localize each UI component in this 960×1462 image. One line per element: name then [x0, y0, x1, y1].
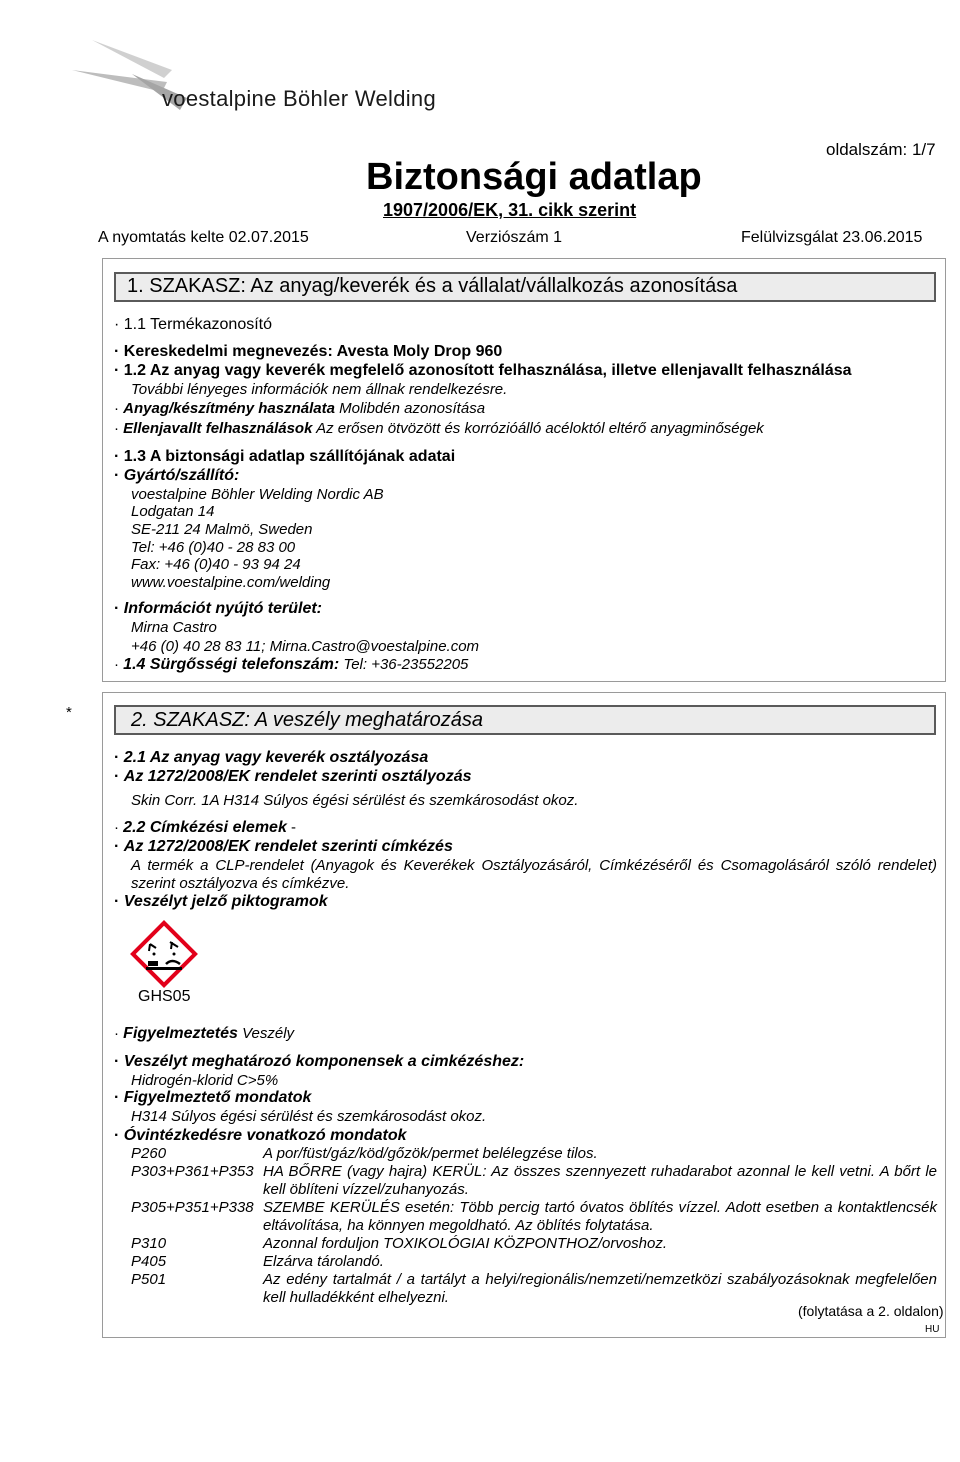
precautionary-row — [131, 1163, 937, 1199]
precautionary-row — [131, 1253, 937, 1271]
precautionary-text: Elzárva tárolandó. — [263, 1253, 384, 1270]
classification-line: Skin Corr. 1A H314 Súlyos égési sérülést és szemkárosodást okoz. — [131, 792, 579, 809]
contact-details[interactable]: +46 (0) 40 28 83 11; Mirna.Castro@voestalpine.com — [131, 638, 480, 655]
section-2-title: 2. SZAKASZ: A veszély meghatározása — [131, 709, 484, 731]
precautionary-row — [131, 1199, 937, 1235]
pictogram-heading: · Veszélyt jelző piktogramok — [114, 893, 328, 910]
contraindicated-uses: · Ellenjavallt felhasználások Az erősen ötvözött és korrózióálló acéloktól eltérő anyagminőségek — [114, 420, 764, 437]
signal-word: · Figyelmeztetés Veszély — [114, 1025, 295, 1042]
page-number: oldalszám: 1/7 — [826, 140, 936, 159]
components-heading: · Veszélyt meghatározó komponensek a cimkézéshez: — [114, 1053, 525, 1070]
brand-name: voestalpine Böhler Welding — [162, 86, 437, 111]
contact-name: Mirna Castro — [131, 619, 217, 636]
address-line: Lodgatan 14 — [131, 503, 215, 520]
version-number: Verziószám 1 — [466, 229, 563, 246]
precautionary-code: P310 — [131, 1235, 167, 1252]
precautionary-table — [131, 1145, 937, 1307]
product-identifier-heading: · 1.1 Termékazonosító — [114, 316, 273, 333]
language-code: HU — [925, 1324, 940, 1335]
precautionary-code: P501 — [131, 1271, 167, 1288]
hazard-statements-heading: · Figyelmeztető mondatok — [114, 1089, 312, 1106]
change-marker: * — [66, 704, 72, 721]
uses-heading: · 1.2 Az anyag vagy keverék megfelelő azonosított felhasználása, illetve ellenjavallt felhasználása — [114, 362, 852, 379]
info-contact-label: · Információt nyújtó terület: — [114, 600, 323, 617]
precautionary-text: SZEMBE KERÜLÉS esetén: Több percig tartó óvatos öblítés vízzel. Adott esetben a kontaktlencsék eltávolítása, ha könnyen megoldható. Az öblítés folytatása. — [263, 1199, 937, 1234]
components-value: Hidrogén-klorid C>5% — [131, 1072, 279, 1089]
precautionary-row — [131, 1145, 937, 1163]
substance-use: · Anyag/készítmény használata Molibdén azonosítása — [114, 400, 486, 417]
pictogram-code: GHS05 — [138, 988, 191, 1005]
labelling-heading: · Az 1272/2008/EK rendelet szerinti címkézés — [114, 838, 453, 855]
clp-text: A termék a CLP-rendelet (Anyagok és Keverékek Osztályozásáról, Címkézéséről és Csomagolásáról szóló rendelet) szerint osztályozva és címkézve. — [131, 857, 937, 892]
precautionary-code: P405 — [131, 1253, 167, 1270]
precautionary-row — [131, 1235, 937, 1253]
precautionary-text: A por/füst/gáz/köd/gőzök/permet belélegzése tilos. — [263, 1145, 598, 1162]
precautionary-code: P305+P351+P338 — [131, 1199, 254, 1216]
document-subtitle: 1907/2006/EK, 31. cikk szerint — [383, 200, 637, 220]
classification-heading: · 2.1 Az anyag vagy keverék osztályozása — [114, 749, 429, 766]
emergency-phone: · 1.4 Sürgősségi telefonszám: Tel: +36-23552205 — [114, 656, 469, 673]
label-elements-heading: · 2.2 Címkézési elemek - — [114, 819, 297, 836]
address-line: Tel: +46 (0)40 - 28 83 00 — [131, 539, 296, 556]
precautionary-code: P303+P361+P353 — [131, 1163, 254, 1180]
address-line: Fax: +46 (0)40 - 93 94 24 — [131, 556, 301, 573]
supplier-heading: · 1.3 A biztonsági adatlap szállítójának adatai — [114, 448, 456, 465]
ghs05-corrosion-icon — [128, 918, 200, 990]
revision-date: Felülvizsgálat 23.06.2015 — [741, 229, 923, 246]
precautionary-text: Az edény tartalmát / a tartályt a helyi/regionális/nemzeti/nemzetközi szabályozásoknak megfelelően kell hulladékként elhelyezni. — [263, 1271, 937, 1306]
website-link[interactable]: www.voestalpine.com/welding — [131, 574, 331, 591]
precautionary-code: P260 — [131, 1145, 167, 1162]
document-title: Biztonsági adatlap — [366, 156, 702, 198]
address-line: voestalpine Böhler Welding Nordic AB — [131, 486, 384, 503]
precautionary-text: Azonnal forduljon TOXIKOLÓGIAI KÖZPONTHOZ/orvoshoz. — [263, 1235, 668, 1252]
precautionary-text: HA BŐRRE (vagy hajra) KERÜL: Az összes szennyezett ruhadarabot azonnal le kell vetni. A bőrt le kell öblíteni vízzel/zuhanyozás. — [263, 1163, 937, 1198]
print-date: A nyomtatás kelte 02.07.2015 — [98, 229, 309, 246]
address-line: SE-211 24 Malmö, Sweden — [131, 521, 313, 538]
hazard-statement: H314 Súlyos égési sérülést és szemkárosodást okoz. — [131, 1108, 487, 1125]
section-1-title: 1. SZAKASZ: Az anyag/keverék és a vállalat/vállalkozás azonosítása — [127, 275, 738, 297]
manufacturer-label: · Gyártó/szállító: — [114, 467, 240, 484]
continued-note: (folytatása a 2. oldalon) — [798, 1303, 944, 1319]
precautionary-heading: · Óvintézkedésre vonatkozó mondatok — [114, 1127, 407, 1144]
regulation-heading: · Az 1272/2008/EK rendelet szerinti osztályozás — [114, 768, 472, 785]
further-info-text: További lényeges információk nem állnak rendelkezésre. — [131, 381, 508, 398]
trade-name: · Kereskedelmi megnevezés: Avesta Moly Drop 960 — [114, 343, 503, 360]
